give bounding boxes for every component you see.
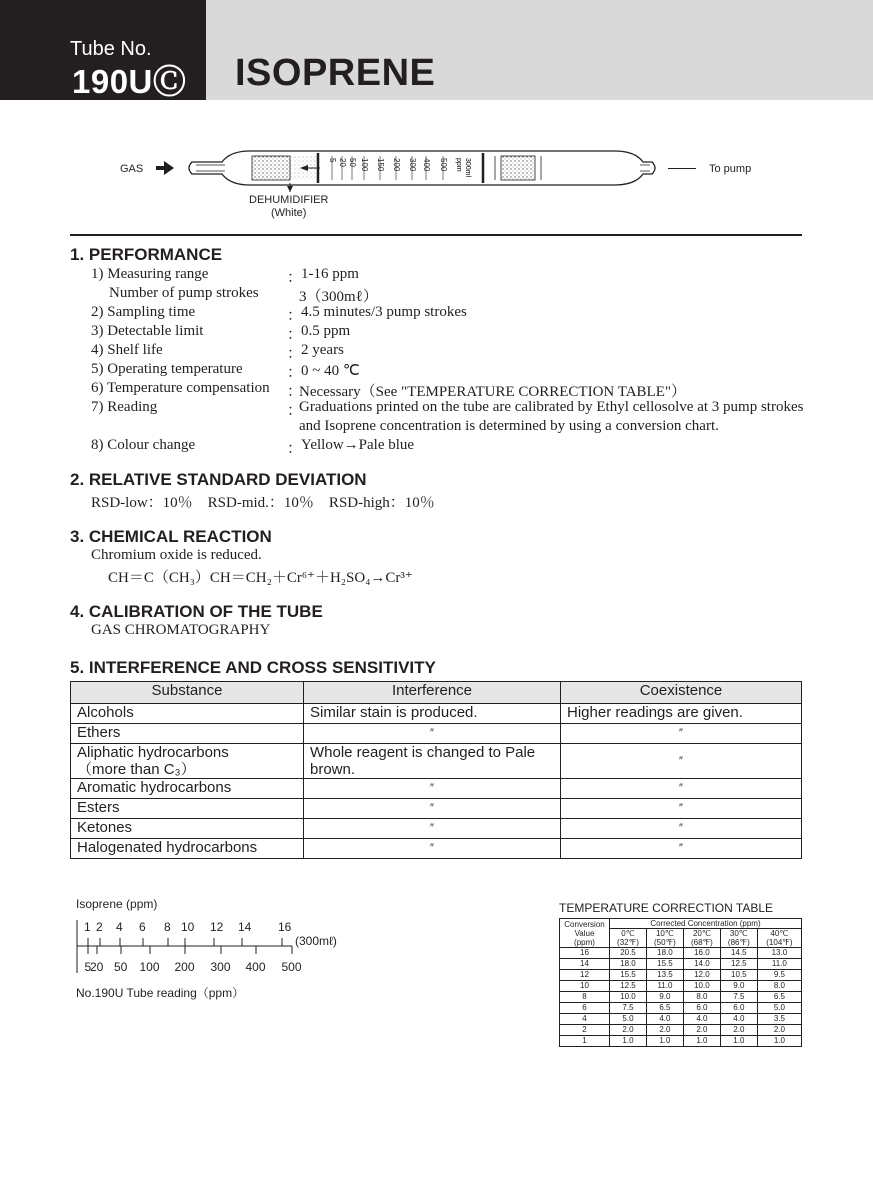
table-row [71, 744, 802, 779]
table-row [71, 799, 802, 819]
corrected-value-cell: 6.5 [646, 1003, 683, 1014]
temperature-header-line: 0℃ [621, 929, 635, 938]
corrected-value-cell: 6.5 [757, 992, 801, 1003]
conversion-value-cell: 8 [560, 992, 610, 1003]
performance-item-label: 3) Detectable limit [91, 323, 204, 339]
tube-scale-label: 400 [422, 158, 431, 172]
conversion-value-cell: 12 [560, 970, 610, 981]
performance-item-label: Number of pump strokes [109, 285, 259, 301]
conversion-bottom-label: 500 [281, 960, 302, 974]
rsd-values: RSD-low：10％ RSD-mid.：10％ RSD-high：10％ [91, 495, 435, 511]
conversion-top-label: 2 [96, 920, 103, 934]
dehumidifier-arrow-icon [287, 186, 293, 192]
conversion-bottom-label: 20 [90, 960, 104, 974]
corrected-value-cell: 15.5 [646, 959, 683, 970]
conversion-top-label: 14 [238, 920, 252, 934]
corrected-value-cell: 2.0 [757, 1025, 801, 1036]
conversion-bottom-label: 5 [84, 960, 92, 974]
tube-scale-label: 500 [439, 158, 448, 172]
column-header-interference: Interference [304, 682, 561, 704]
tube-scale-label: 100 [360, 158, 369, 172]
substance-note: （more than C₃） [77, 761, 196, 778]
gas-inlet-arrow-icon [156, 161, 174, 175]
performance-item-value-continued: and Isoprene concentration is determined by using a conversion chart. [299, 418, 719, 434]
corrected-value-cell: 10.0 [610, 992, 647, 1003]
conversion-top-label: 1 [84, 920, 91, 934]
performance-item-value: Yellow→Pale blue [301, 437, 415, 453]
substance-name: Halogenated hydrocarbons [77, 839, 258, 856]
section-divider [70, 234, 802, 236]
interference-cell: Similar stain is produced. [304, 704, 561, 724]
table-row [560, 992, 802, 1003]
dehumidifier-layer [252, 156, 290, 180]
corrected-value-cell: 7.5 [720, 992, 757, 1003]
temperature-header-line: 10℃ [655, 929, 674, 938]
conversion-value-cell: 2 [560, 1025, 610, 1036]
performance-item-value: Necessary（See "TEMPERATURE CORRECTION TABLE"） [299, 384, 686, 400]
corrected-concentration-header: Corrected Concentration (ppm) [610, 919, 802, 929]
tube-number-label: Tube No. [70, 38, 152, 60]
corrected-value-cell: 4.0 [646, 1014, 683, 1025]
coexistence-cell: ″ [561, 839, 802, 859]
corrected-value-cell: 13.5 [646, 970, 683, 981]
dehumidifier-color: (White) [271, 207, 307, 219]
conversion-bottom-label: 200 [174, 960, 195, 974]
corrected-value-cell: 14.5 [720, 948, 757, 959]
corrected-value-cell: 2.0 [646, 1025, 683, 1036]
coexistence-cell: ″ [561, 819, 802, 839]
tube-scale-label: 5 [328, 158, 337, 163]
corrected-value-cell: 4.0 [683, 1014, 720, 1025]
coexistence-cell: Higher readings are given. [561, 704, 802, 724]
interference-cell: ″ [304, 779, 561, 799]
performance-item-value: 3（300mℓ） [299, 289, 378, 305]
performance-item-label: 6) Temperature compensation [91, 380, 270, 396]
corrected-value-cell: 10.5 [720, 970, 757, 981]
detector-tube-diagram [150, 148, 710, 193]
performance-item-label: 5) Operating temperature [91, 361, 243, 377]
performance-heading: 1. PERFORMANCE [70, 245, 223, 264]
pump-label: To pump [709, 163, 752, 175]
column-header-coexistence: Coexistence [561, 682, 802, 704]
conversion-bottom-label: 300 [210, 960, 231, 974]
corrected-value-cell: 1.0 [720, 1036, 757, 1047]
pump-line [668, 168, 696, 169]
conversion-value-cell: 1 [560, 1036, 610, 1047]
temperature-header-line: 40℃ [770, 929, 789, 938]
temperature-column-header [683, 929, 720, 948]
table-row [560, 981, 802, 992]
conversion-top-label: 16 [278, 920, 292, 934]
substance-cell [71, 724, 304, 744]
substance-cell [71, 839, 304, 859]
conversion-bottom-label: 400 [245, 960, 266, 974]
conversion-header-line: Conversion [564, 919, 605, 929]
temperature-header-line: (50℉) [654, 938, 676, 947]
temperature-header-line: (32℉) [617, 938, 639, 947]
interference-cell: ″ [304, 819, 561, 839]
conversion-value-cell: 14 [560, 959, 610, 970]
table-row [560, 1014, 802, 1025]
tube-scale-volume: 300ml [464, 158, 471, 178]
corrected-value-cell: 18.0 [646, 948, 683, 959]
corrected-value-cell: 13.0 [757, 948, 801, 959]
interference-cell: ″ [304, 724, 561, 744]
substance-name: Alcohols [77, 704, 134, 721]
conversion-top-label: 6 [139, 920, 146, 934]
corrected-value-cell: 16.0 [683, 948, 720, 959]
dehumidifier-label: DEHUMIDIFIER [249, 194, 329, 206]
tube-number-value: 190UⒸ [72, 63, 187, 100]
temperature-header-line: (104℉) [766, 938, 793, 947]
conversion-value-header [560, 919, 610, 948]
reaction-heading: 3. CHEMICAL REACTION [70, 527, 272, 546]
tube-scale-label: 20 [338, 158, 347, 167]
substance-name: Ketones [77, 819, 133, 836]
gas-name-title: ISOPRENE [235, 52, 436, 94]
performance-item-value: 0 ~ 40 ℃ [301, 363, 360, 379]
conversion-top-label: 4 [116, 920, 123, 934]
corrected-value-cell: 15.5 [610, 970, 647, 981]
table-row [560, 1003, 802, 1014]
corrected-value-cell: 12.5 [610, 981, 647, 992]
substance-name: Ethers [77, 724, 121, 741]
performance-item-value: Graduations printed on the tube are calibrated by Ethyl cellosolve at 3 pump strokes [299, 399, 804, 415]
substance-cell [71, 819, 304, 839]
tube-scale-label: 300 [408, 158, 417, 172]
temperature-column-header [757, 929, 801, 948]
tube-scale-label: 150 [376, 158, 385, 172]
interference-cell: ″ [304, 839, 561, 859]
performance-item-label: 4) Shelf life [91, 342, 163, 358]
coexistence-cell: ″ [561, 799, 802, 819]
performance-item-value: 2 years [301, 342, 344, 358]
performance-item-value: 0.5 ppm [301, 323, 351, 339]
performance-item-colon: ： [287, 403, 303, 419]
conversion-top-label: 10 [181, 920, 195, 934]
tube-scale-label: 200 [392, 158, 401, 172]
corrected-value-cell: 1.0 [683, 1036, 720, 1047]
performance-item-value: 1-16 ppm [301, 266, 359, 282]
coexistence-cell: ″ [561, 779, 802, 799]
conversion-footer: No.190U Tube reading（ppm） [76, 986, 245, 1000]
tube-scale-unit: ppm [455, 158, 462, 172]
corrected-value-cell: 2.0 [720, 1025, 757, 1036]
temperature-column-header [646, 929, 683, 948]
table-row [71, 819, 802, 839]
substance-name: Aromatic hydrocarbons [77, 779, 232, 796]
corrected-value-cell: 1.0 [757, 1036, 801, 1047]
performance-item-colon: ： [287, 308, 303, 324]
corrected-value-cell: 5.0 [757, 1003, 801, 1014]
rsd-heading: 2. RELATIVE STANDARD DEVIATION [70, 470, 367, 489]
reagent-end-layer [501, 156, 535, 180]
performance-item-colon: ： [287, 441, 303, 457]
coexistence-cell: ″ [561, 724, 802, 744]
corrected-value-cell: 7.5 [610, 1003, 647, 1014]
corrected-value-cell: 5.0 [610, 1014, 647, 1025]
gas-inlet-label: GAS [120, 163, 144, 175]
corrected-value-cell: 12.0 [683, 970, 720, 981]
table-row [560, 948, 802, 959]
table-row [71, 724, 802, 744]
conversion-header-line: (ppm) [574, 937, 595, 947]
performance-item-colon: ： [287, 365, 303, 381]
temperature-header-line: 20℃ [692, 929, 711, 938]
performance-item-colon: ： [287, 346, 303, 362]
temperature-header-line: (86℉) [727, 938, 750, 947]
temperature-correction-table [559, 918, 802, 1047]
corrected-value-cell: 4.0 [720, 1014, 757, 1025]
corrected-value-cell: 1.0 [610, 1036, 647, 1047]
table-row [560, 959, 802, 970]
reaction-description: Chromium oxide is reduced. [91, 547, 262, 563]
performance-item-colon: ： [287, 327, 303, 343]
conversion-bottom-label: 50 [114, 960, 128, 974]
corrected-value-cell: 12.5 [720, 959, 757, 970]
column-header-substance: Substance [71, 682, 304, 704]
reaction-equation: CH＝C（CH₃）CH＝CH₂＋Cr⁶⁺＋H₂SO₄→Cr³⁺ [108, 570, 413, 586]
table-row [560, 1036, 802, 1047]
substance-cell [71, 799, 304, 819]
corrected-value-cell: 10.0 [683, 981, 720, 992]
substance-name: Aliphatic hydrocarbons [77, 744, 229, 761]
corrected-value-cell: 8.0 [683, 992, 720, 1003]
table-row [560, 1025, 802, 1036]
corrected-value-cell: 14.0 [683, 959, 720, 970]
performance-item-label: 8) Colour change [91, 437, 196, 453]
conversion-top-label: 8 [164, 920, 171, 934]
calibration-method: GAS CHROMATOGRAPHY [91, 622, 271, 638]
performance-item-colon: ： [287, 384, 303, 400]
conversion-value-cell: 4 [560, 1014, 610, 1025]
substance-cell [71, 779, 304, 799]
performance-item-label: 1) Measuring range [91, 266, 209, 282]
conversion-title: Isoprene (ppm) [76, 897, 158, 911]
corrected-value-cell: 2.0 [683, 1025, 720, 1036]
corrected-value-cell: 8.0 [757, 981, 801, 992]
temperature-header-line: 30℃ [729, 929, 748, 938]
corrected-value-cell: 1.0 [646, 1036, 683, 1047]
interference-cell: Whole reagent is changed to Pale brown. [304, 744, 561, 779]
table-row [71, 839, 802, 859]
temperature-column-header [610, 929, 647, 948]
performance-item-label: 2) Sampling time [91, 304, 196, 320]
corrected-value-cell: 9.5 [757, 970, 801, 981]
calibration-heading: 4. CALIBRATION OF THE TUBE [70, 602, 323, 621]
performance-item-value: 4.5 minutes/3 pump strokes [301, 304, 467, 320]
conversion-value-cell: 6 [560, 1003, 610, 1014]
corrected-value-cell: 18.0 [610, 959, 647, 970]
tube-scale-label: 50 [348, 158, 357, 167]
corrected-value-cell: 11.0 [757, 959, 801, 970]
corrected-value-cell: 6.0 [683, 1003, 720, 1014]
corrected-value-cell: 11.0 [646, 981, 683, 992]
table-row [71, 704, 802, 724]
performance-item-label: 7) Reading [91, 399, 158, 415]
corrected-value-cell: 9.0 [720, 981, 757, 992]
conversion-header-line: Value [574, 928, 595, 938]
conversion-bottom-label: 100 [139, 960, 160, 974]
table-row [560, 970, 802, 981]
conversion-value-cell: 10 [560, 981, 610, 992]
conversion-top-label: 12 [210, 920, 224, 934]
conversion-stroke-note: (300mℓ) [295, 934, 337, 948]
corrected-value-cell: 20.5 [610, 948, 647, 959]
conversion-value-cell: 16 [560, 948, 610, 959]
temperature-column-header [720, 929, 757, 948]
interference-heading: 5. INTERFERENCE AND CROSS SENSITIVITY [70, 658, 436, 677]
temperature-table-title: TEMPERATURE CORRECTION TABLE [559, 901, 774, 915]
corrected-value-cell: 6.0 [720, 1003, 757, 1014]
coexistence-cell: ″ [561, 744, 802, 779]
performance-item-colon: ： [287, 270, 303, 286]
corrected-value-cell: 3.5 [757, 1014, 801, 1025]
table-row [71, 779, 802, 799]
substance-cell [71, 704, 304, 724]
interference-table [70, 681, 802, 859]
temperature-header-line: (68℉) [690, 938, 713, 947]
interference-cell: ″ [304, 799, 561, 819]
substance-cell [71, 744, 304, 779]
corrected-value-cell: 2.0 [610, 1025, 647, 1036]
corrected-value-cell: 9.0 [646, 992, 683, 1003]
substance-name: Esters [77, 799, 120, 816]
